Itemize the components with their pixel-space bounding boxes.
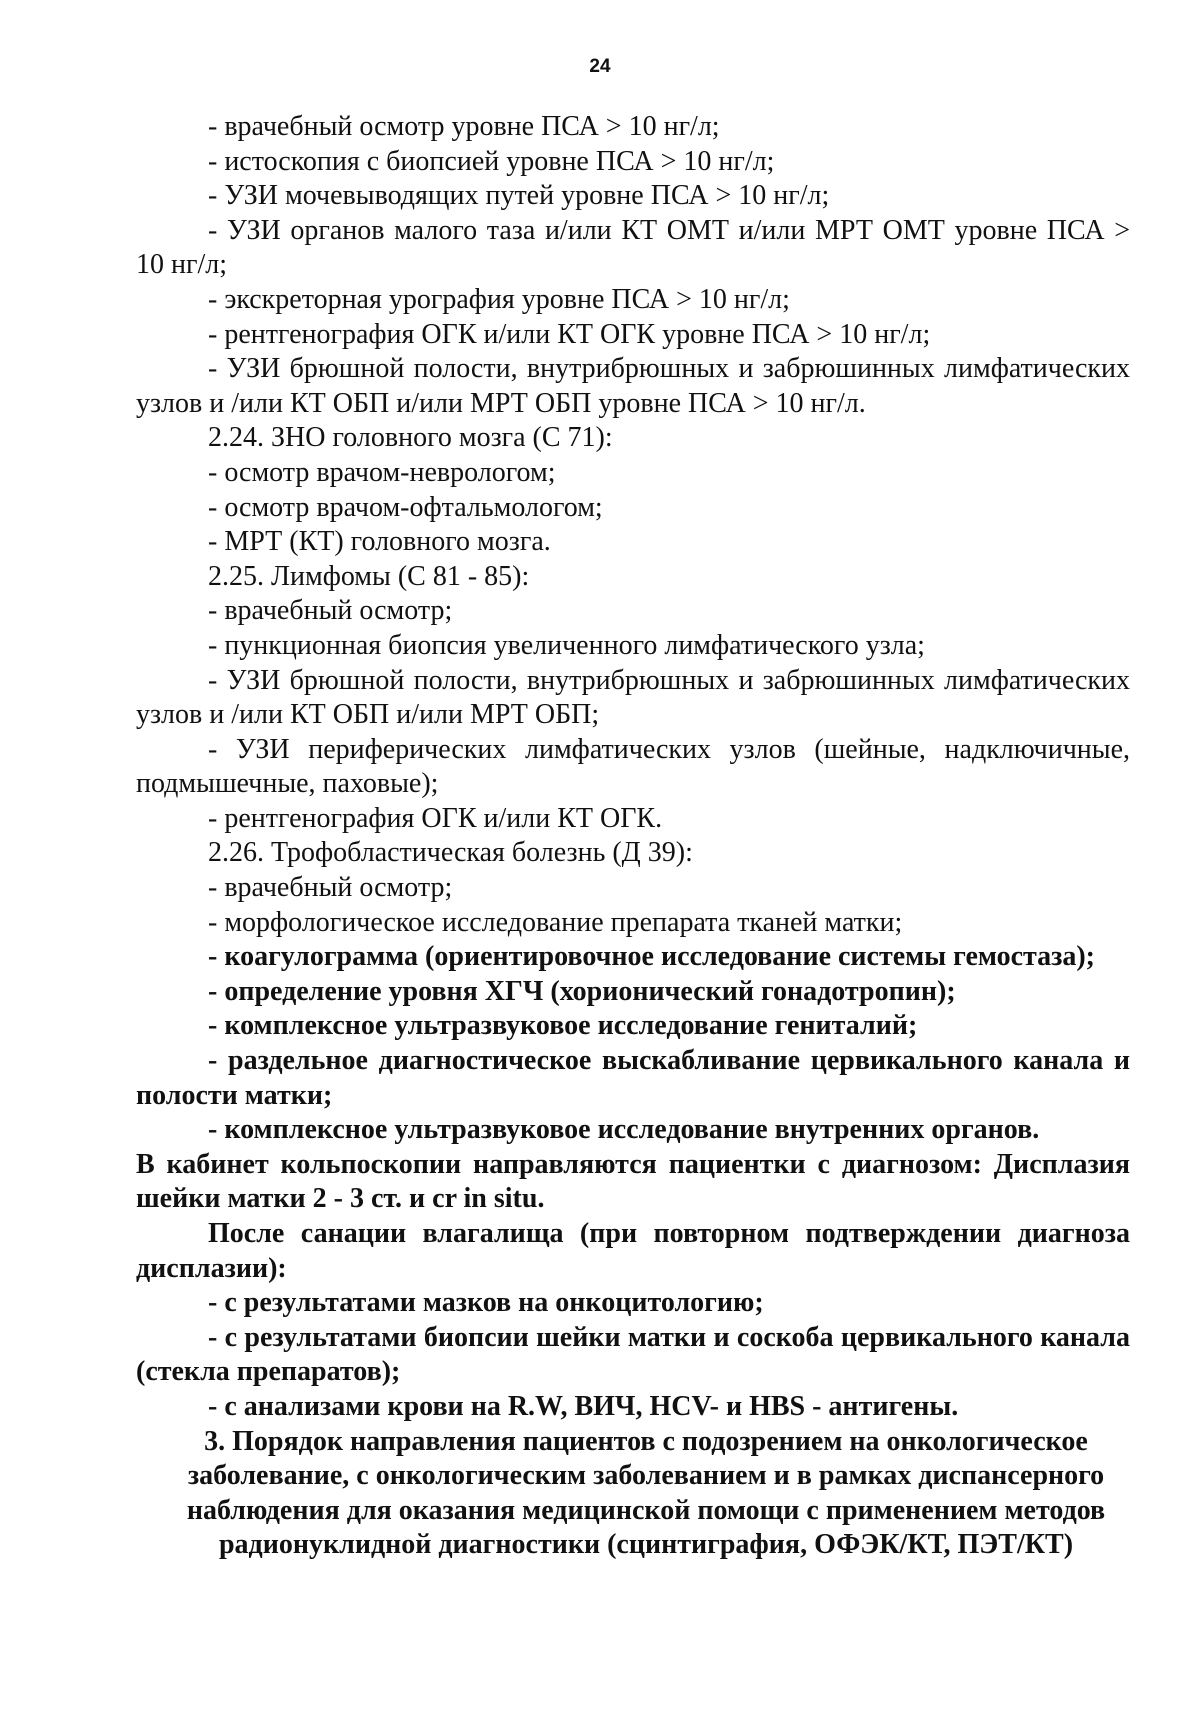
page-number: 24 <box>589 56 611 77</box>
list-item: - определение уровня ХГЧ (хорионический гонадотропин); <box>208 975 956 1007</box>
section-3-heading: 3. Порядок направления пациентов с подозрением на онкологическое заболевание, с онкологическим заболеванием и в рамках диспансерного наблюдения для оказания медицинской помощи с применением методов радионуклидной диагностики (сцинтиграфия, ОФЭК/КТ, ПЭТ/КТ) <box>186 1425 1106 1561</box>
list-item: - осмотр врачом-неврологом; <box>208 456 556 488</box>
list-item: - комплексное ультразвуковое исследование гениталий; <box>208 1010 918 1042</box>
section-title: 2.24. ЗНО головного мозга (С 71): <box>208 422 613 454</box>
list-item: - коагулограмма (ориентировочное исследование системы гемостаза); <box>208 941 1096 973</box>
list-item: - рентгенография ОГК и/или КТ ОГК. <box>208 802 663 834</box>
list-item: - врачебный осмотр уровне ПСА > 10 нг/л; <box>208 111 720 142</box>
list-item: - морфологическое исследование препарата тканей матки; <box>208 906 903 938</box>
list-item: - УЗИ мочевыводящих путей уровне ПСА > 10 нг/л; <box>208 180 830 212</box>
colposcopy-after: После санации влагалища (при повторном подтверждении диагноза дисплазии): <box>136 1218 1130 1284</box>
list-item: - с результатами биопсии шейки матки и соскоба цервикального канала (стекла препаратов); <box>136 1321 1130 1388</box>
list-item: - с результатами мазков на онкоцитологию; <box>208 1287 764 1319</box>
list-item: - осмотр врачом-офтальмологом; <box>208 491 603 523</box>
list-item: - УЗИ брюшной полости, внутрибрюшных и забрюшинных лимфатических узлов и /или КТ ОБП и/или МРТ ОБП; <box>136 664 1130 731</box>
list-item: - врачебный осмотр; <box>208 872 453 904</box>
section-title: 2.25. Лимфомы (С 81 - 85): <box>208 560 530 592</box>
colposcopy-intro: В кабинет кольпоскопии направляются пациентки с диагнозом: Дисплазия шейки матки 2 - 3 ст. и cr in situ. <box>136 1148 1130 1215</box>
list-item: - истоскопия с биопсией уровне ПСА > 10 нг/л; <box>208 145 775 177</box>
list-item: - МРТ (КТ) головного мозга. <box>208 526 551 558</box>
list-item: - УЗИ периферических лимфатических узлов (шейные, надключичные, подмышечные, паховые); <box>136 733 1130 800</box>
list-item: - врачебный осмотр; <box>208 595 453 627</box>
list-item: - УЗИ брюшной полости, внутрибрюшных и забрюшинных лимфатических узлов и /или КТ ОБП и/или МРТ ОБП уровне ПСА > 10 нг/л. <box>136 353 1130 419</box>
document-body <box>136 110 1130 1563</box>
list-item: - рентгенография ОГК и/или КТ ОГК уровне ПСА > 10 нг/л; <box>208 318 931 350</box>
list-item: - экскреторная урография уровне ПСА > 10 нг/л; <box>208 283 790 315</box>
section-title: 2.26. Трофобластическая болезнь (Д 39): <box>208 837 693 869</box>
list-item: - комплексное ультразвуковое исследование внутренних органов. <box>208 1114 1040 1146</box>
list-item: - пункционная биопсия увеличенного лимфатического узла; <box>208 629 925 661</box>
list-item: - раздельное диагностическое выскабливание цервикального канала и полости матки; <box>136 1045 1130 1111</box>
list-item: - с анализами крови на R.W, ВИЧ, HCV- и HBS - антигены. <box>208 1390 959 1422</box>
list-item: - УЗИ органов малого таза и/или КТ ОМТ и/или МРТ ОМТ уровне ПСА > 10 нг/л; <box>136 214 1130 281</box>
